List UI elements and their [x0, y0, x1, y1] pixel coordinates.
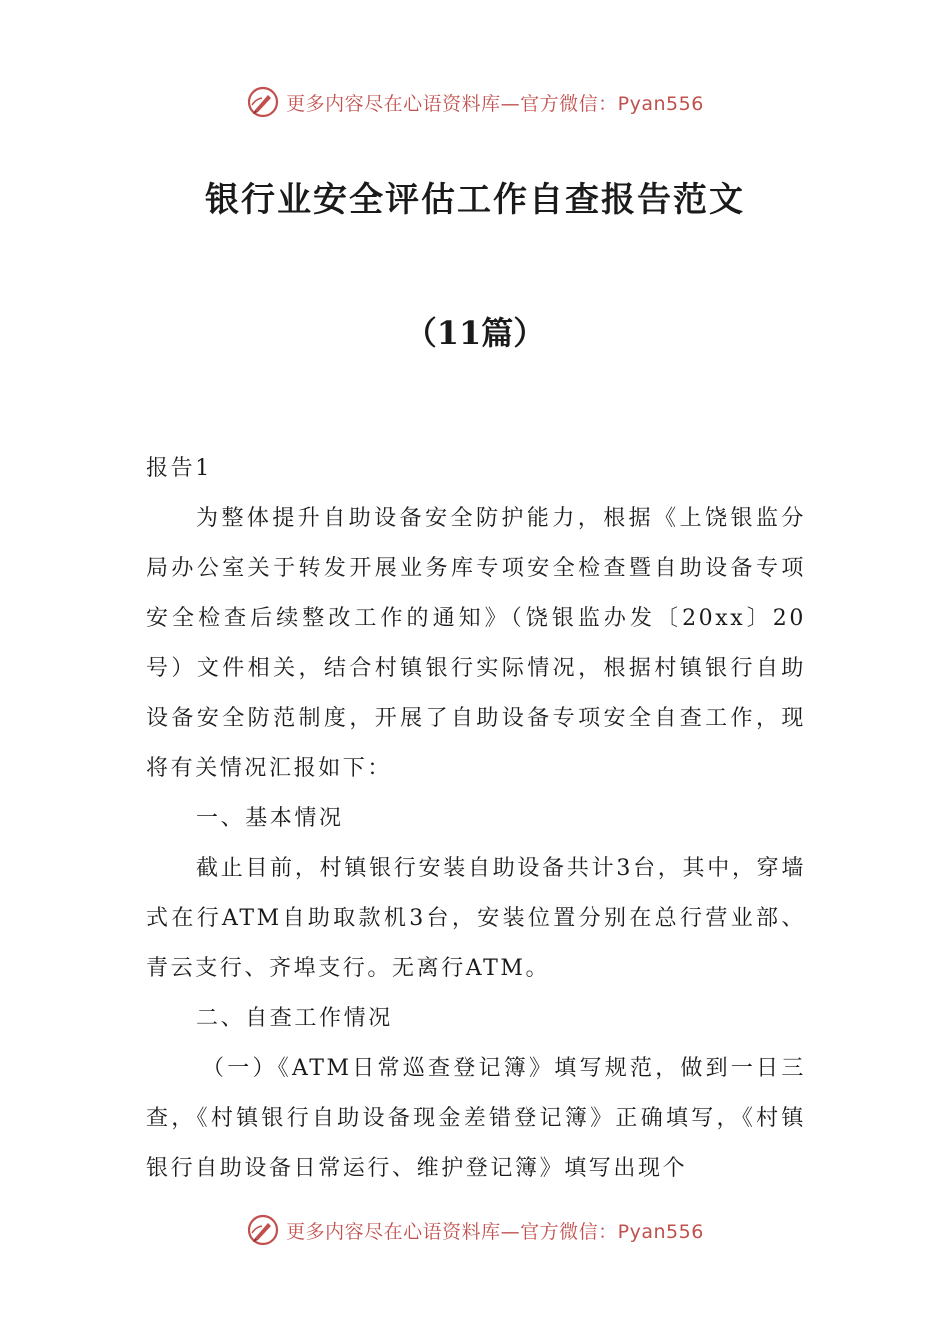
watermark-banner-text: 更多内容尽在心语资料库—官方微信：Pyan556 — [286, 92, 704, 115]
report-label: 报告1 — [146, 456, 212, 481]
watermark-banner-top — [0, 82, 950, 122]
paragraph: （一）《ATM日常巡查登记簿》填写规范，做到一日三查，《村镇银行自助设备现金差错登记簿》正确填写，《村镇银行自助设备日常运行、维护登记簿》填写出现个 — [146, 1056, 806, 1181]
pen-logo-icon — [246, 85, 280, 119]
section-heading: 二、自查工作情况 — [196, 1006, 393, 1031]
document-subtitle: （11篇） — [404, 314, 546, 352]
document-title: 银行业安全评估工作自查报告范文 — [205, 180, 745, 220]
watermark-banner-bottom — [0, 1210, 950, 1250]
document-body — [146, 444, 806, 1194]
watermark-banner-text: 更多内容尽在心语资料库—官方微信：Pyan556 — [286, 1220, 704, 1243]
section-heading: 一、基本情况 — [196, 806, 344, 831]
paragraph: 为整体提升自助设备安全防护能力，根据《上饶银监分局办公室关于转发开展业务库专项安全检查暨自助设备专项安全检查后续整改工作的通知》（饶银监办发〔20xx〕20号）文件相关，结合村镇银行实际情况，根据村镇银行自助设备安全防范制度，开展了自助设备专项安全自查工作，现将有关情况汇报如下： — [146, 506, 806, 781]
pen-logo-icon — [246, 1213, 280, 1247]
paragraph: 截止目前，村镇银行安装自助设备共计3台，其中，穿墙式在行ATM自助取款机3台，安装位置分别在总行营业部、青云支行、齐埠支行。无离行ATM。 — [146, 856, 806, 981]
